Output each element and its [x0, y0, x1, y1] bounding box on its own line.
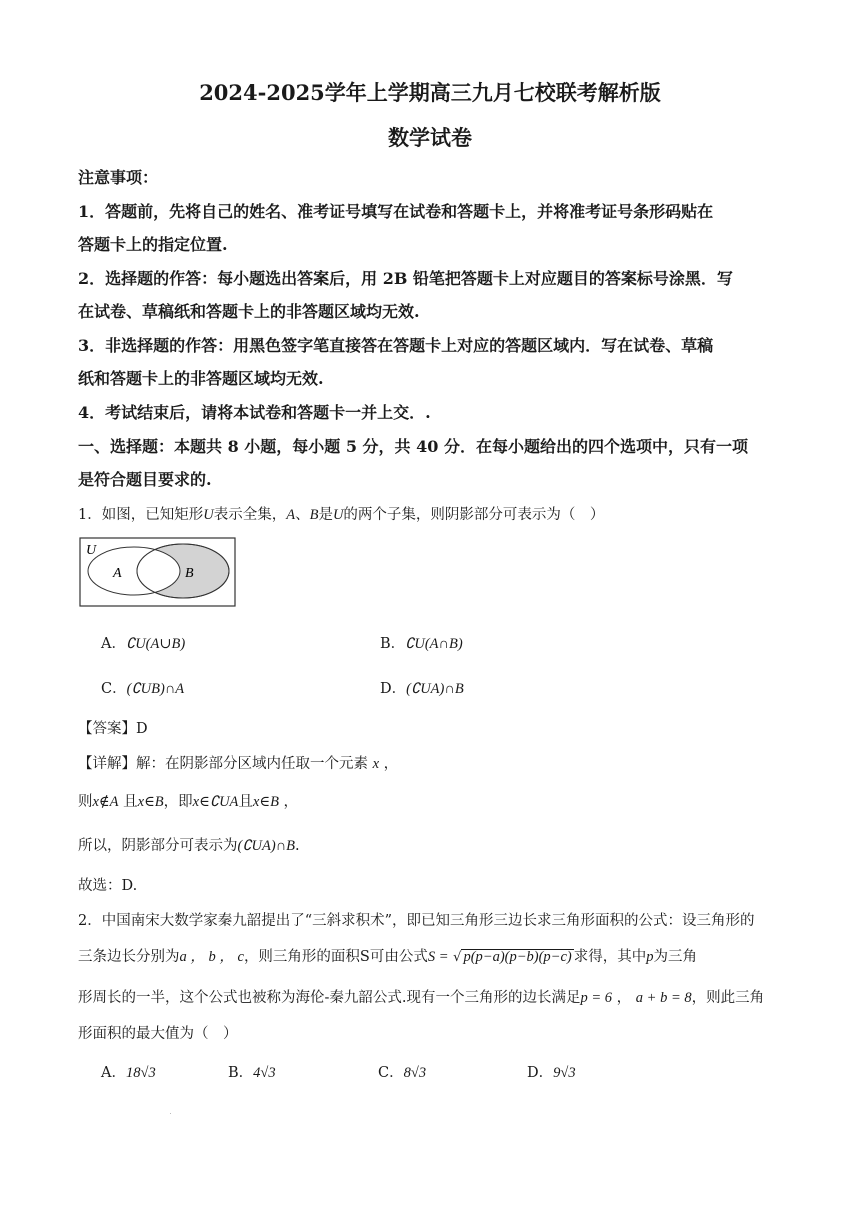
question-2-line-4: 形面积的最大值为（ ） — [78, 1026, 238, 1042]
q1-answer: 【答案】D — [78, 721, 148, 737]
notes-heading: 注意事项： — [78, 168, 159, 187]
q2-option-a[interactable]: A．18√3 — [101, 1065, 156, 1081]
q1-option-b[interactable]: B．∁U(A∩B) — [380, 636, 463, 652]
q2-option-d[interactable]: D．9√3 — [527, 1065, 576, 1081]
page-speck — [170, 1113, 171, 1114]
document-subtitle: 数学试卷 — [388, 125, 472, 150]
q2-option-b[interactable]: B．4√3 — [228, 1065, 276, 1081]
question-1-stem: 1．如图，已知矩形U表示全集，A、B是U的两个子集，则阴影部分可表示为（ ） — [78, 507, 605, 523]
venn-diagram — [79, 537, 237, 609]
note-4: 4．考试结束后，请将本试卷和答题卡一并上交．. — [78, 403, 431, 422]
question-2-line-2: 三条边长分别为a ， b ， c，则三角形的面积S可由公式S = √ p(p−a)(p−b)(p−c) 求得，其中p为三角 — [78, 949, 697, 965]
formula-radicand: p(p−a)(p−b)(p−c) — [463, 949, 572, 965]
section-1-line-2: 是符合题目要求的. — [78, 470, 212, 489]
note-3-line-1: 3．非选择题的作答：用黑色签字笔直接答在答题卡上对应的答题区域内．写在试卷、草稿 — [78, 336, 714, 355]
label-u: U — [86, 543, 97, 558]
q2-option-c[interactable]: C．8√3 — [378, 1065, 427, 1081]
note-1-line-1: 1．答题前，先将自己的姓名、准考证号填写在试卷和答题卡上，并将准考证号条形码贴在 — [78, 202, 714, 221]
note-2-line-2: 在试卷、草稿纸和答题卡上的非答题区域均无效. — [78, 302, 420, 321]
q1-detail-line-2: 则x∉A 且x∈B，即x∈∁UA且x∈B ， — [78, 794, 299, 810]
document-title: 2024-2025学年上学期高三九月七校联考解析版 — [199, 80, 661, 105]
question-2-line-3: 形周长的一半，这个公式也被称为海伦-秦九韶公式.现有一个三角形的边长满足p = 6 ， a + b = 8，则此三角 — [78, 990, 765, 1006]
q1-conclusion: 故选：D. — [78, 878, 138, 894]
q1-detail-line-3: 所以，阴影部分可表示为(∁UA)∩B. — [78, 838, 300, 854]
section-1-line-1: 一、选择题：本题共 8 小题，每小题 5 分，共 40 分．在每小题给出的四个选项中，只有一项 — [78, 437, 748, 456]
question-2-line-1: 2．中国南宋大数学家秦九韶提出了“三斜求积术”，即已知三角形三边长求三角形面积的公式：设三角形的 — [78, 913, 755, 929]
note-2-line-1: 2．选择题的作答：每小题选出答案后，用 2B 铅笔把答题卡上对应题目的答案标号涂黑．写 — [78, 269, 733, 288]
q1-option-a[interactable]: A．∁U(A∪B) — [101, 636, 186, 652]
note-3-line-2: 纸和答题卡上的非答题区域均无效. — [78, 369, 324, 388]
label-b: B — [185, 566, 194, 581]
label-a: A — [113, 566, 122, 581]
note-1-line-2: 答题卡上的指定位置. — [78, 235, 228, 254]
q1-detail-line-1: 【详解】解：在阴影部分区域内任取一个元素 x ， — [78, 756, 399, 772]
q1-option-d[interactable]: D．(∁UA)∩B — [380, 681, 464, 697]
q1-option-c[interactable]: C．(∁UB)∩A — [101, 681, 185, 697]
